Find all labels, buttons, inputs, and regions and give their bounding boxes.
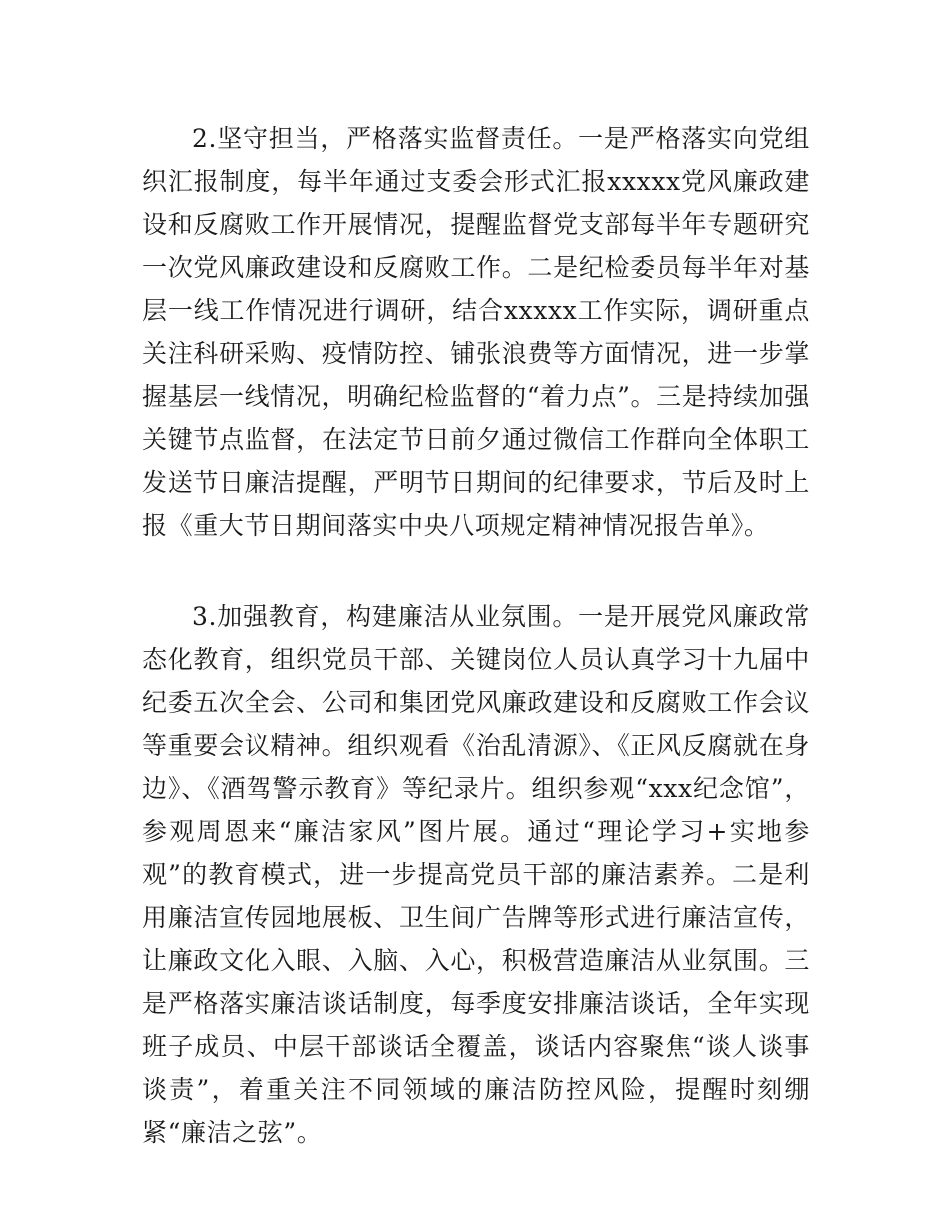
- paragraph-supervision-responsibility: 2.坚守担当，严格落实监督责任。一是严格落实向党组织汇报制度，每半年通过支委会形式汇报xxxxx党风廉政建设和反腐败工作开展情况，提醒监督党支部每半年专题研究一次党风廉政建设和反腐败工作。二是纪检委员每半年对基层一线工作情况进行调研，结合xxxxx工作实际，调研重点关注科研采购、疫情防控、铺张浪费等方面情况，进一步掌握基层一线情况，明确纪检监督的“着力点”。三是持续加强关键节点监督，在法定节日前夕通过微信工作群向全体职工发送节日廉洁提醒，严明节日期间的纪律要求，节后及时上报《重大节日期间落实中央八项规定精神情况报告单》。: [142, 124, 810, 540]
- paragraph-integrity-education: 3.加强教育，构建廉洁从业氛围。一是开展党风廉政常态化教育，组织党员干部、关键岗位人员认真学习十九届中纪委五次全会、公司和集团党风廉政建设和反腐败工作会议等重要会议精神。组织观看《治乱清源》、《正风反腐就在身边》、《酒驾警示教育》等纪录片。组织参观“xxx纪念馆”，参观周恩来“廉洁家风”图片展。通过“理论学习+实地参观”的教育模式，进一步提高党员干部的廉洁素养。二是利用廉洁宣传园地展板、卫生间广告牌等形式进行廉洁宣传，让廉政文化入眼、入脑、入心，积极营造廉洁从业氛围。三是严格落实廉洁谈话制度，每季度安排廉洁谈话，全年实现班子成员、中层干部谈话全覆盖，谈话内容聚焦“谈人谈事谈责”，着重关注不同领域的廉洁防控风险，提醒时刻绷紧“廉洁之弦”。: [142, 602, 810, 1147]
